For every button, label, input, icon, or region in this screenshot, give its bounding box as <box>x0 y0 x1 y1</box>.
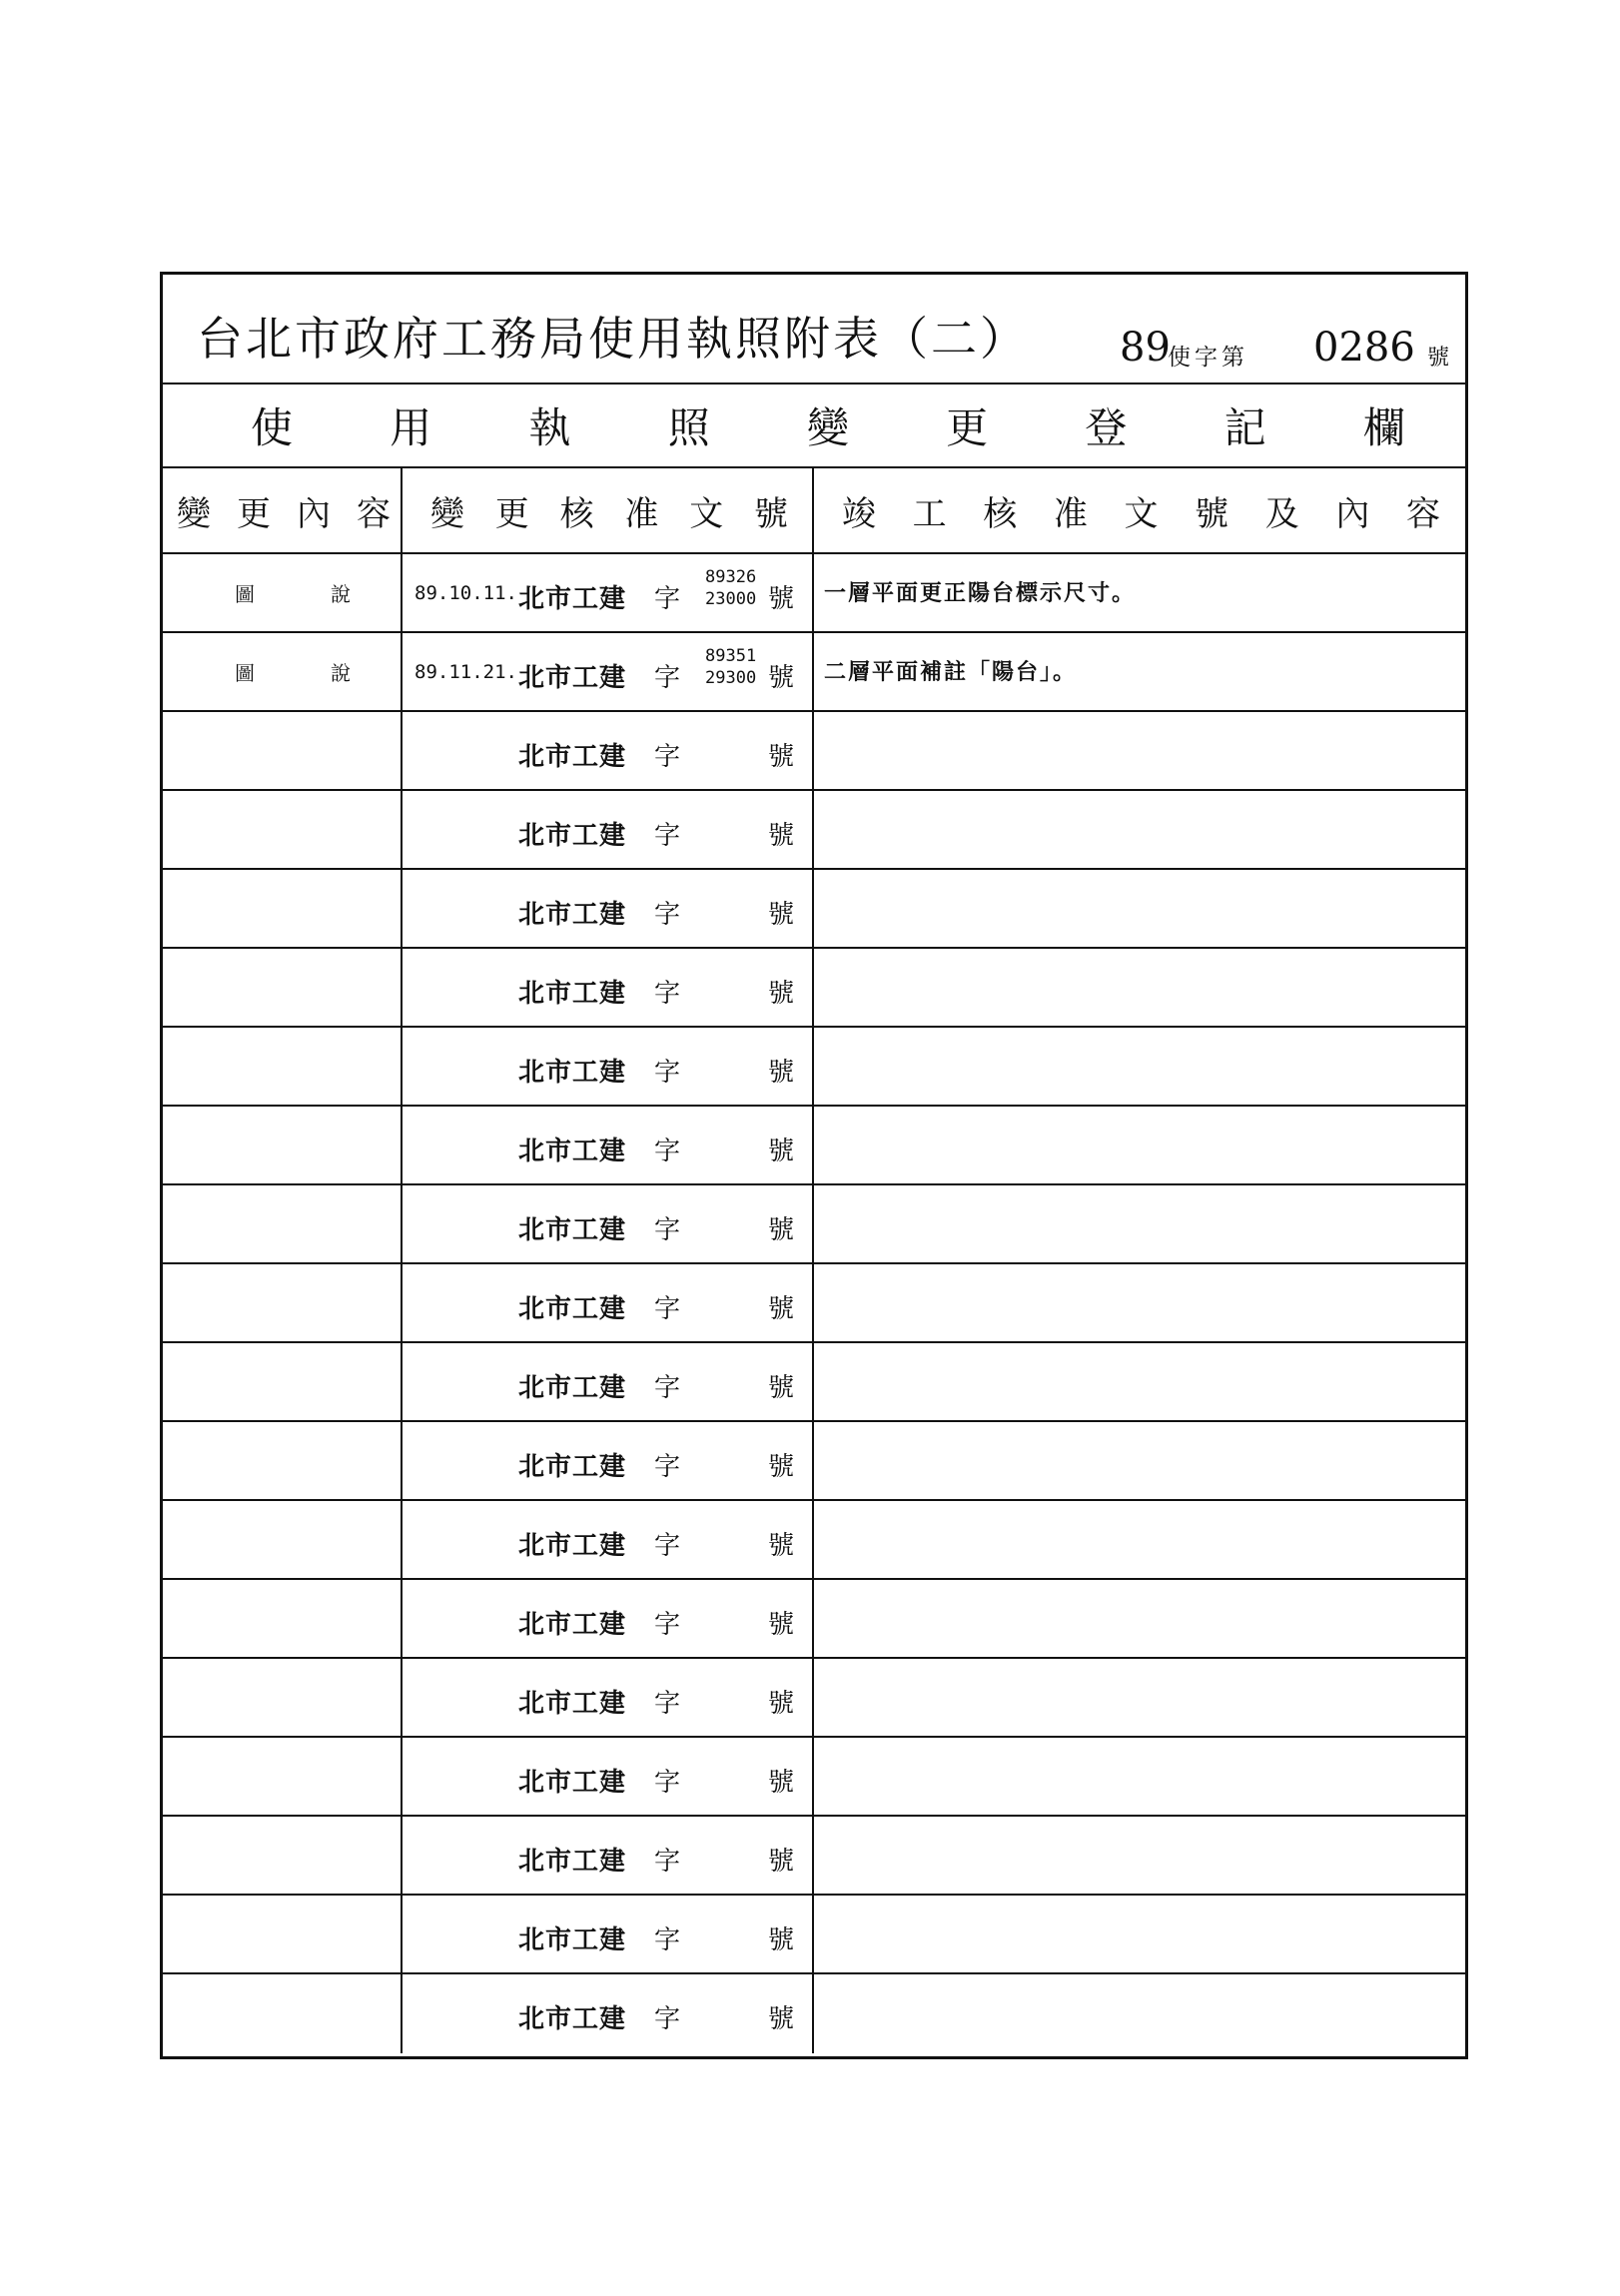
section-heading-char: 記 <box>1223 403 1266 452</box>
column-header-row <box>163 468 1465 554</box>
approval-suffix: 號 <box>768 1925 795 1955</box>
completion-content-cell <box>814 1107 1468 1183</box>
approval-number-cell <box>403 949 814 1026</box>
section-heading-char: 使 <box>251 403 294 452</box>
header-char: 文 <box>1124 493 1159 534</box>
doc-number-top: 89326 <box>705 567 757 587</box>
table-row <box>163 712 1465 791</box>
section-heading-char: 登 <box>1085 403 1128 452</box>
approval-office: 北市工建 <box>518 584 627 614</box>
approval-suffix: 號 <box>768 1689 795 1719</box>
table-row <box>163 1738 1465 1817</box>
approval-number-cell <box>403 633 814 710</box>
approval-date: 89.10.11. <box>414 582 517 604</box>
approval-office: 北市工建 <box>518 1373 627 1403</box>
approval-word: 字 <box>654 1215 681 1245</box>
completion-content-cell <box>814 1028 1468 1105</box>
table-row <box>163 1264 1465 1343</box>
approval-office: 北市工建 <box>518 821 627 851</box>
approval-office: 北市工建 <box>518 1925 627 1955</box>
completion-content-cell <box>814 1264 1468 1341</box>
table-row <box>163 1422 1465 1501</box>
approval-number-cell <box>403 712 814 789</box>
approval-number-cell <box>403 554 814 631</box>
approval-suffix: 號 <box>768 1452 795 1482</box>
approval-number-cell <box>403 1264 814 1341</box>
approval-office: 北市工建 <box>518 1847 627 1877</box>
change-content-char: 圖 <box>235 582 255 606</box>
header-completion-approval <box>814 468 1468 552</box>
header-char: 及 <box>1264 493 1299 534</box>
approval-suffix: 號 <box>768 979 795 1009</box>
change-content-char: 說 <box>331 661 351 685</box>
approval-suffix: 號 <box>768 584 795 614</box>
change-content-char: 說 <box>331 582 351 606</box>
header-char: 更 <box>237 493 271 534</box>
completion-content-cell <box>814 1659 1468 1736</box>
approval-suffix: 號 <box>768 742 795 772</box>
change-record-table <box>163 554 1465 2053</box>
section-heading-char: 更 <box>946 403 989 452</box>
approval-number-cell <box>403 1107 814 1183</box>
completion-content-cell <box>814 1422 1468 1499</box>
change-content-cell <box>163 1028 403 1105</box>
approval-word: 字 <box>654 821 681 851</box>
table-row <box>163 1974 1465 2053</box>
change-content-cell <box>163 949 403 1026</box>
table-row <box>163 1343 1465 1422</box>
approval-office: 北市工建 <box>518 1215 627 1245</box>
table-row <box>163 1501 1465 1580</box>
approval-number-cell <box>403 1738 814 1815</box>
approval-number-cell <box>403 1028 814 1105</box>
approval-number-cell <box>403 1343 814 1420</box>
approval-number-cell <box>403 1659 814 1736</box>
section-heading-char: 變 <box>806 403 849 452</box>
header-char: 准 <box>1053 493 1088 534</box>
header-char: 更 <box>494 493 529 534</box>
table-row <box>163 633 1465 712</box>
header-char: 內 <box>297 493 331 534</box>
permit-suffix: 號 <box>1427 346 1450 371</box>
approval-suffix: 號 <box>768 1373 795 1403</box>
approval-suffix: 號 <box>768 663 795 693</box>
change-content-cell <box>163 870 403 947</box>
approval-word: 字 <box>654 1768 681 1798</box>
approval-suffix: 號 <box>768 1294 795 1324</box>
change-content-cell <box>163 1264 403 1341</box>
completion-content-cell <box>814 791 1468 868</box>
change-content-cell <box>163 712 403 789</box>
approval-suffix: 號 <box>768 1610 795 1640</box>
approval-suffix: 號 <box>768 900 795 930</box>
header-char: 准 <box>624 493 659 534</box>
approval-office: 北市工建 <box>518 663 627 693</box>
permit-word: 使字第 <box>1168 345 1248 371</box>
doc-number-bottom: 29300 <box>705 668 757 688</box>
approval-number-cell <box>403 791 814 868</box>
completion-content-cell <box>814 1738 1468 1815</box>
approval-suffix: 號 <box>768 1531 795 1561</box>
approval-doc-number <box>705 566 756 610</box>
table-row <box>163 1185 1465 1264</box>
permit-appendix-sheet <box>160 272 1468 2059</box>
completion-content-cell <box>814 1185 1468 1262</box>
approval-word: 字 <box>654 1531 681 1561</box>
approval-word: 字 <box>654 1847 681 1877</box>
section-heading-char: 執 <box>528 403 571 452</box>
completion-content-cell <box>814 870 1468 947</box>
approval-office: 北市工建 <box>518 900 627 930</box>
approval-word: 字 <box>654 1373 681 1403</box>
change-content-cell <box>163 1343 403 1420</box>
section-heading-char: 照 <box>667 403 710 452</box>
approval-number-cell <box>403 1817 814 1894</box>
approval-number-cell <box>403 870 814 947</box>
permit-year: 89 <box>1120 325 1171 371</box>
approval-office: 北市工建 <box>518 742 627 772</box>
header-char: 核 <box>983 493 1018 534</box>
change-content-cell <box>163 1107 403 1183</box>
approval-number-cell <box>403 1185 814 1262</box>
section-heading-char: 用 <box>390 403 432 452</box>
table-row <box>163 1107 1465 1185</box>
completion-content-cell: 二層平面補註「陽台」。 <box>824 659 1078 685</box>
header-char: 容 <box>1406 493 1440 534</box>
header-char: 號 <box>1195 493 1229 534</box>
approval-word: 字 <box>654 2004 681 2034</box>
approval-office: 北市工建 <box>518 1689 627 1719</box>
table-row <box>163 554 1465 633</box>
section-heading <box>163 384 1465 468</box>
change-content-cell <box>163 1738 403 1815</box>
approval-office: 北市工建 <box>518 1058 627 1088</box>
change-content-cell <box>163 791 403 868</box>
approval-suffix: 號 <box>768 1058 795 1088</box>
approval-word: 字 <box>654 979 681 1009</box>
change-content-cell <box>163 1974 403 2053</box>
approval-office: 北市工建 <box>518 1452 627 1482</box>
header-char: 變 <box>430 493 464 534</box>
change-content-char: 圖 <box>235 661 255 685</box>
change-content-cell <box>163 633 403 710</box>
approval-word: 字 <box>654 900 681 930</box>
table-row <box>163 1817 1465 1896</box>
change-content-cell <box>163 1185 403 1262</box>
table-row <box>163 1580 1465 1659</box>
header-char: 文 <box>689 493 724 534</box>
approval-word: 字 <box>654 663 681 693</box>
header-change-approval-no <box>403 468 814 552</box>
completion-content-cell: 一層平面更正陽台標示尺寸。 <box>824 580 1137 606</box>
approval-date: 89.11.21. <box>414 661 517 683</box>
header-change-content <box>163 468 403 552</box>
doc-number-top: 89351 <box>705 646 757 666</box>
approval-office: 北市工建 <box>518 979 627 1009</box>
completion-content-cell <box>814 1580 1468 1657</box>
approval-office: 北市工建 <box>518 1768 627 1798</box>
header-char: 內 <box>1335 493 1370 534</box>
header-char: 容 <box>357 493 391 534</box>
approval-suffix: 號 <box>768 2004 795 2034</box>
header-char: 號 <box>753 493 788 534</box>
approval-suffix: 號 <box>768 1137 795 1166</box>
header-char: 變 <box>177 493 211 534</box>
approval-office: 北市工建 <box>518 2004 627 2034</box>
approval-suffix: 號 <box>768 821 795 851</box>
approval-word: 字 <box>654 1610 681 1640</box>
approval-suffix: 號 <box>768 1847 795 1877</box>
completion-content-cell <box>814 1896 1468 1972</box>
approval-word: 字 <box>654 1137 681 1166</box>
permit-number: 0286 <box>1313 325 1415 371</box>
table-row <box>163 1659 1465 1738</box>
approval-word: 字 <box>654 742 681 772</box>
completion-content-cell <box>814 1343 1468 1420</box>
change-content-cell <box>163 1659 403 1736</box>
change-content-cell <box>163 1501 403 1578</box>
change-content-cell <box>163 1580 403 1657</box>
approval-word: 字 <box>654 1689 681 1719</box>
completion-content-cell <box>814 712 1468 789</box>
table-row <box>163 1896 1465 1974</box>
approval-doc-number <box>705 645 756 689</box>
header-char: 竣 <box>842 493 876 534</box>
completion-content-cell <box>814 1817 1468 1894</box>
approval-word: 字 <box>654 1058 681 1088</box>
document-title: 台北市政府工務局使用執照附表（二） <box>197 312 1029 366</box>
change-content-cell <box>163 554 403 631</box>
doc-number-bottom: 23000 <box>705 589 757 609</box>
completion-content-cell <box>814 949 1468 1026</box>
approval-word: 字 <box>654 584 681 614</box>
approval-suffix: 號 <box>768 1768 795 1798</box>
approval-office: 北市工建 <box>518 1137 627 1166</box>
approval-suffix: 號 <box>768 1215 795 1245</box>
table-row <box>163 870 1465 949</box>
completion-content-cell <box>814 1974 1468 2053</box>
approval-office: 北市工建 <box>518 1531 627 1561</box>
completion-content-cell <box>814 1501 1468 1578</box>
table-row <box>163 1028 1465 1107</box>
approval-number-cell <box>403 1580 814 1657</box>
change-content-cell <box>163 1422 403 1499</box>
approval-word: 字 <box>654 1294 681 1324</box>
header-char: 核 <box>559 493 594 534</box>
title-row <box>163 275 1465 384</box>
change-content-cell <box>163 1817 403 1894</box>
header-char: 工 <box>912 493 947 534</box>
approval-number-cell <box>403 1422 814 1499</box>
table-row <box>163 791 1465 870</box>
approval-office: 北市工建 <box>518 1294 627 1324</box>
approval-number-cell <box>403 1974 814 2053</box>
approval-word: 字 <box>654 1452 681 1482</box>
change-content-cell <box>163 1896 403 1972</box>
approval-office: 北市工建 <box>518 1610 627 1640</box>
section-heading-char: 欄 <box>1362 403 1405 452</box>
approval-number-cell <box>403 1896 814 1972</box>
approval-word: 字 <box>654 1925 681 1955</box>
table-row <box>163 949 1465 1028</box>
approval-number-cell <box>403 1501 814 1578</box>
